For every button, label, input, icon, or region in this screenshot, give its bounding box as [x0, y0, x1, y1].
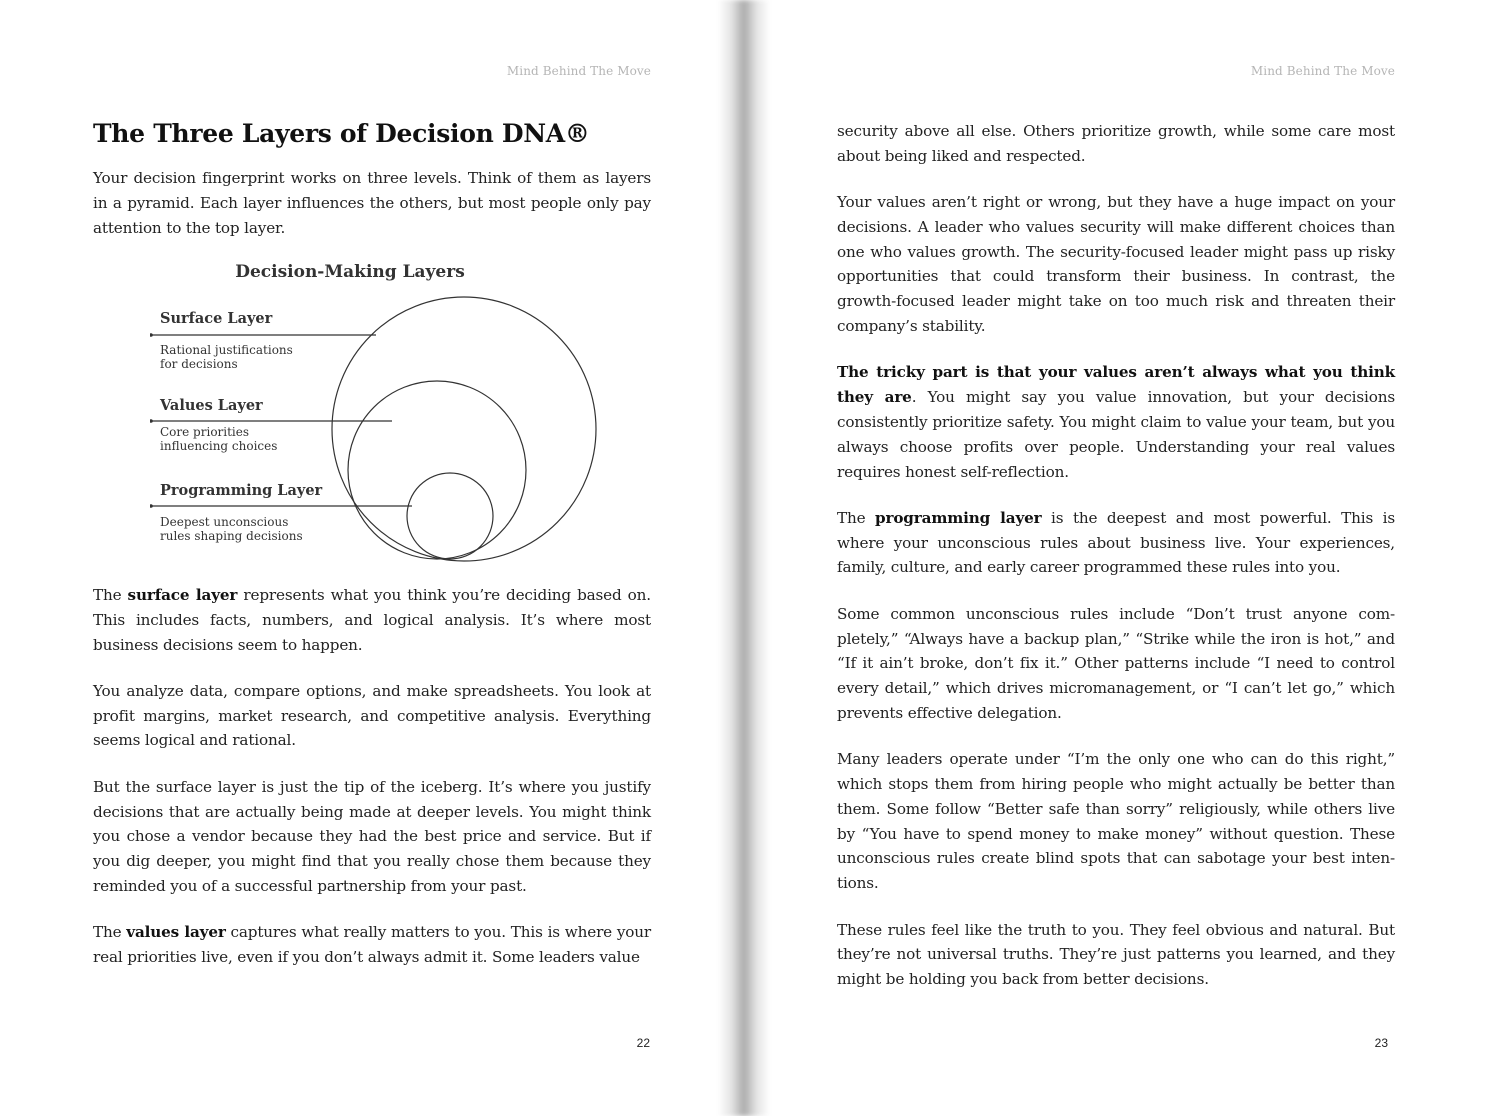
left-body: [93, 583, 651, 970]
intro-block: [93, 166, 651, 240]
running-head: Mind Behind The Move: [506, 64, 651, 78]
paragraph: Many leaders operate under “I’m the only one who can do this right,” which stops them from hiring people who might actually be better than them. Some follow “Better safe than sorry” religiously, while others live by “You have to spend money to make money” without question. These unconscious rules create blind spots that can sabotage your best inten-tions.: [837, 750, 1395, 893]
surface-circle: [332, 297, 596, 561]
decision-layers-figure: [150, 260, 530, 570]
programming-layer-label: Programming Layer: [160, 482, 323, 499]
right-body: [837, 119, 1395, 992]
right-page: [744, 0, 1488, 1116]
programming-layer-desc: Deepest unconscious rules shaping decisions: [160, 515, 303, 543]
paragraph: The tricky part is that your values aren’t always what you think they are. You might say you value innovation, but your decisions consistently prioritize safety. You might claim to value your team, but you always choose profits over people. Understanding your real values requires honest self-reflection.: [837, 363, 1396, 481]
paragraph: These rules feel like the truth to you. They feel obvious and natural. But they’re not universal truths. They’re just patterns you learned, and they might be holding you back from better decisions.: [837, 920, 1395, 989]
book-gutter-shadow: [718, 0, 770, 1116]
figure-title: Decision-Making Layers: [235, 262, 465, 282]
paragraph: But the surface layer is just the tip of the iceberg. It’s where you justify decisions that are actually being made at deeper levels. You might think you chose a vendor because they had the best price and service. But if you dig deeper, you might find that you really chose them because they reminded you of a successful partnership from your past.: [93, 777, 651, 895]
chapter-heading: The Three Layers of Decision DNA®: [93, 119, 590, 148]
paragraph: The values layer captures what really matters to you. This is where your real priorities live, even if you don’t always admit it. Some leaders value: [93, 923, 651, 967]
surface-layer-label: Surface Layer: [160, 310, 273, 327]
values-layer-label: Values Layer: [160, 397, 263, 414]
programming-circle: [407, 473, 493, 559]
paragraph: Some common unconscious rules include “Don’t trust anyone com-pletely,” “Always have a backup plan,” “Strike while the iron is hot,” and “If it ain’t broke, don’t fix it.” Other patterns include “I need to control every detail,” which drives micromanagement, or “I can’t let go,” which prevents effective delegation.: [837, 604, 1395, 722]
running-head: Mind Behind The Move: [1250, 64, 1395, 78]
intro-paragraph: Your decision fingerprint works on three levels. Think of them as layers in a pyramid. Each layer influences the others, but most people only pay attention to the top layer.: [93, 169, 651, 237]
values-circle: [348, 381, 526, 559]
paragraph: The programming layer is the deepest and most powerful. This is where your unconscious rules about business live. Your experiences, family, culture, and early career programmed these rules into you.: [837, 508, 1395, 577]
paragraph: security above all else. Others prioritize growth, while some care most about being liked and respected.: [837, 122, 1395, 165]
page-number: 23: [1374, 1036, 1388, 1050]
page-number: 22: [636, 1036, 650, 1050]
paragraph: You analyze data, compare options, and make spreadsheets. You look at profit margins, market research, and competitive analysis. Everything seems logical and rational.: [93, 681, 651, 750]
paragraph: Your values aren’t right or wrong, but they have a huge impact on your decisions. A leader who values security will make different choices than one who values growth. The security-focused leader might pass up risky opportunities that could transform their business. In contrast, the growth-focused leader might take on too much risk and threaten their company’s stability.: [837, 193, 1395, 336]
surface-layer-desc: Rational justifications for decisions: [160, 343, 293, 371]
values-layer-desc: Core priorities influencing choices: [160, 425, 278, 453]
paragraph: The surface layer represents what you think you’re deciding based on. This includes facts, numbers, and logical analysis. It’s where most business decisions seem to happen.: [93, 586, 651, 654]
